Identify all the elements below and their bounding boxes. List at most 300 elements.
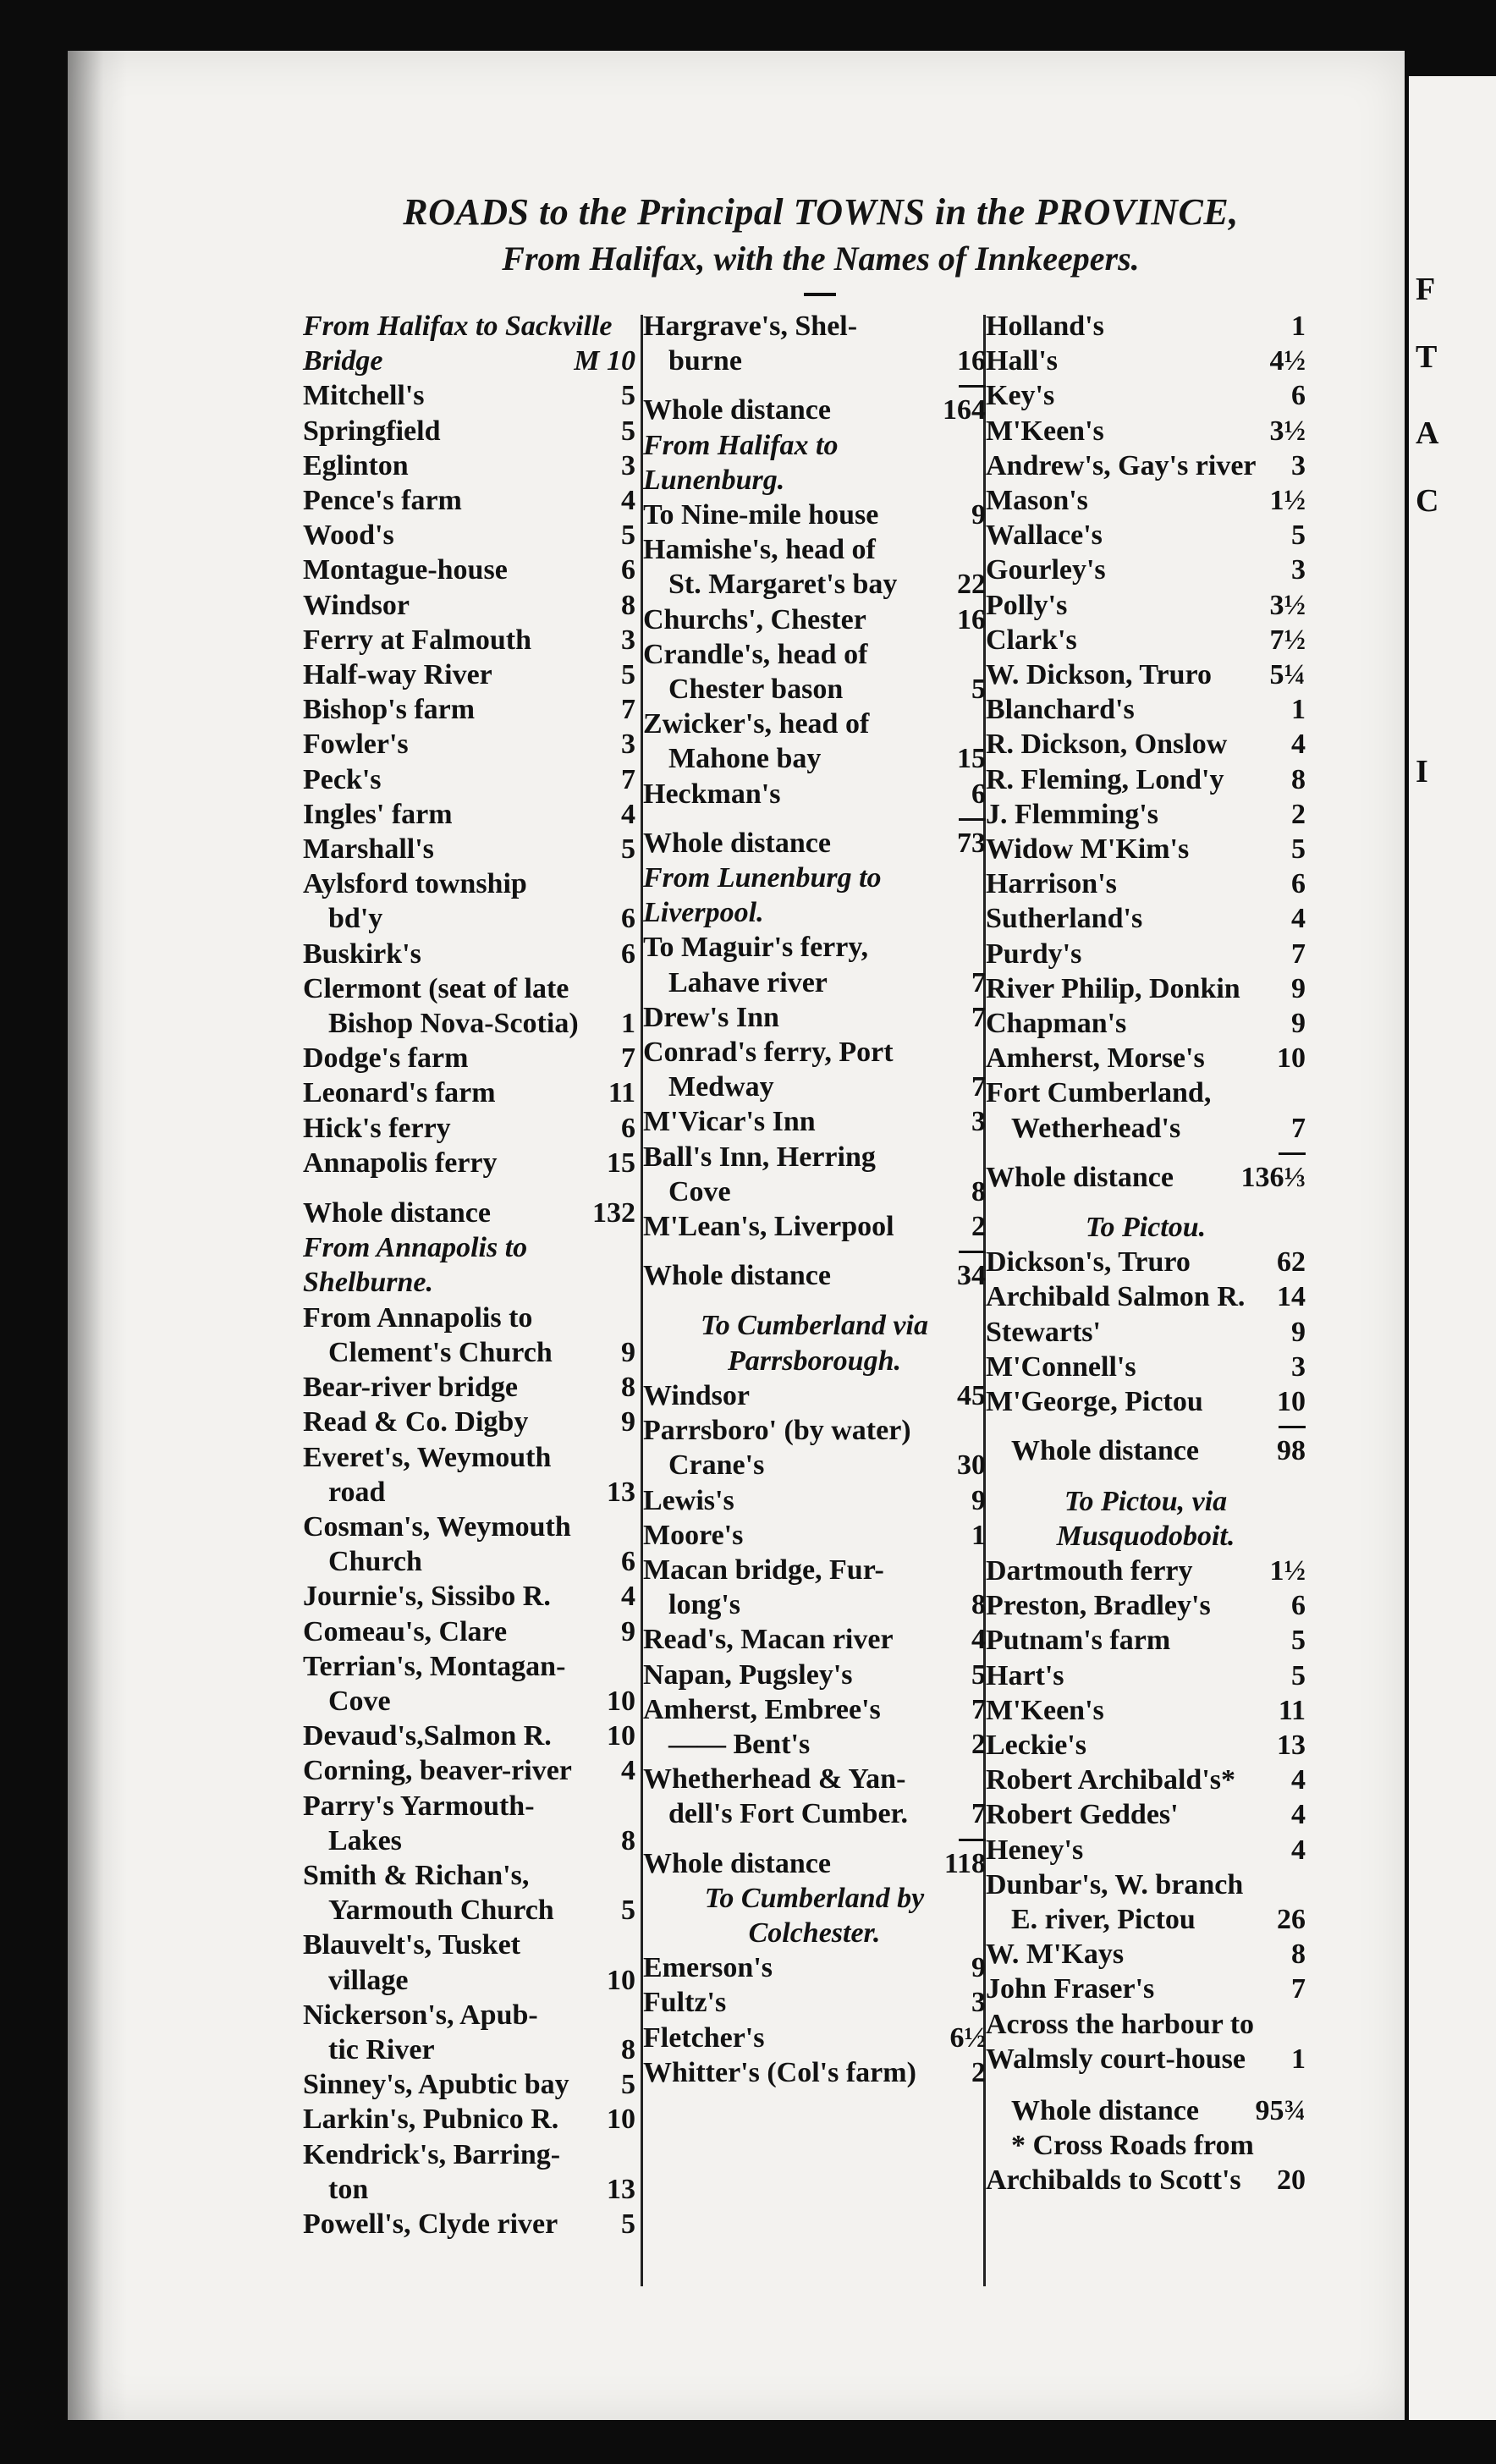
distance-miles: 5: [971, 1658, 986, 1691]
route-entry: [986, 1433, 1306, 1468]
distance-miles: 15: [957, 743, 986, 775]
place-name: Windsor: [303, 589, 410, 621]
place-name: Dunbar's, W. branch: [986, 1868, 1244, 1900]
place-name: Blanchard's: [986, 694, 1135, 726]
distance-miles: 5: [621, 380, 635, 412]
route-entry: [986, 378, 1306, 413]
place-name: Yarmouth Church: [328, 1895, 554, 1927]
distance-miles: 13: [607, 1476, 635, 1508]
place-name: Parry's Yarmouth-: [303, 1790, 535, 1822]
route-entry: [643, 1413, 986, 1448]
distance-miles: 73: [957, 827, 986, 859]
distance-miles: 4½: [1269, 345, 1306, 377]
page-subtitle: From Halifax, with the Names of Innkeepers.: [502, 239, 1140, 278]
route-entry: [303, 937, 635, 971]
place-name: Whole distance: [986, 1161, 1174, 1193]
distance-miles: 5: [621, 2069, 635, 2101]
place-name: Whole distance: [1011, 2094, 1199, 2126]
route-heading: [643, 861, 986, 930]
distance-miles: 9: [621, 1406, 635, 1438]
distance-miles: 9: [1291, 1008, 1306, 1040]
place-name: Everet's, Weymouth: [303, 1441, 552, 1473]
distance-miles: 8: [621, 1824, 635, 1856]
route-entry: [986, 1693, 1306, 1728]
distance-miles: 5: [621, 2208, 635, 2240]
route-entry: [986, 1623, 1306, 1658]
distance-miles: 9: [971, 499, 986, 531]
distance-miles: 6: [621, 903, 635, 935]
place-name: Mahone bay: [668, 743, 822, 775]
route-entry: [643, 1622, 986, 1657]
distance-miles: 6: [1291, 380, 1306, 412]
place-name: From Annapolis to: [303, 1301, 533, 1334]
distance-miles: 3: [1291, 449, 1306, 481]
distance-miles: 9: [1291, 972, 1306, 1004]
route-entry: [986, 797, 1306, 832]
distance-miles: 1: [1291, 694, 1306, 726]
route-entry: [986, 762, 1306, 797]
route-entry: [986, 1006, 1306, 1041]
route-entry: [986, 1315, 1306, 1350]
route-entry: [303, 378, 635, 413]
place-name: Pence's farm: [303, 485, 462, 517]
distance-miles: 2: [1291, 798, 1306, 830]
place-name: Lewis's: [643, 1484, 734, 1516]
route-entry: [986, 2093, 1306, 2128]
place-name: Dartmouth ferry: [986, 1554, 1193, 1587]
route-entry: [986, 2042, 1306, 2076]
place-name: M'George, Pictou: [986, 1386, 1203, 1418]
route-entry: [643, 1000, 986, 1035]
page-header: [300, 190, 1341, 278]
route-entry: [986, 588, 1306, 623]
place-name: Read & Co. Digby: [303, 1406, 529, 1438]
route-entry: [303, 1789, 635, 1823]
distance-miles: 5: [621, 833, 635, 866]
route-entry: [303, 727, 635, 762]
distance-miles: 8: [1291, 763, 1306, 795]
route-entry: [986, 1902, 1306, 1937]
route-entry: [643, 1587, 986, 1622]
distance-miles: 4: [621, 798, 635, 830]
distance-miles: 6: [971, 778, 986, 810]
route-entry: [643, 1140, 986, 1174]
route-entry: [643, 567, 986, 602]
place-name: Wetherhead's: [1011, 1112, 1181, 1144]
route-heading: [643, 428, 986, 498]
route-entry: [986, 901, 1306, 936]
place-name: Terrian's, Montagan-: [303, 1650, 566, 1682]
route-column-2: [643, 309, 986, 2090]
place-name: Whole distance: [303, 1197, 491, 1229]
route-entry: [986, 1160, 1306, 1195]
route-entry: [643, 1553, 986, 1587]
distance-miles: 95¾: [1255, 2094, 1306, 2126]
route-entry: [303, 1823, 635, 1858]
distance-miles: 6: [621, 554, 635, 586]
place-name: Moore's: [643, 1519, 744, 1551]
route-entry: [643, 1727, 986, 1762]
route-heading: [303, 1230, 635, 1300]
route-entry: [303, 1370, 635, 1405]
distance-miles: 3: [971, 1106, 986, 1138]
distance-miles: 6: [621, 1546, 635, 1578]
place-name: Chapman's: [986, 1008, 1127, 1040]
place-name: Mitchell's: [303, 380, 425, 412]
distance-miles: 4: [1291, 1799, 1306, 1831]
distance-miles: 5: [971, 674, 986, 706]
place-name: Whitter's (Col's farm): [643, 2056, 916, 2088]
route-entry: [303, 448, 635, 483]
route-entry: [643, 532, 986, 567]
distance-miles: 10: [1277, 1386, 1306, 1418]
distance-miles: 9: [971, 1952, 986, 1984]
place-name: Parrsboro' (by water): [643, 1415, 911, 1447]
place-name: Polly's: [986, 589, 1068, 621]
distance-miles: 1: [971, 1519, 986, 1551]
route-entry: [643, 1658, 986, 1692]
page-title: ROADS to the Principal TOWNS in the PROVINCE,: [403, 191, 1239, 233]
route-entry: [986, 1279, 1306, 1314]
place-name: road: [328, 1476, 386, 1508]
section-rule: [959, 1251, 986, 1253]
place-name: Churchs', Chester: [643, 603, 866, 635]
distance-miles: 8: [1291, 1939, 1306, 1971]
distance-miles: 2: [971, 2056, 986, 2088]
place-name: Hick's ferry: [303, 1112, 451, 1144]
route-entry: [986, 344, 1306, 378]
route-entry: [643, 1762, 986, 1796]
place-name: Lakes: [328, 1824, 402, 1856]
route-entry: [303, 1893, 635, 1928]
distance-miles: 164: [943, 394, 986, 426]
distance-miles: 7: [971, 1001, 986, 1033]
place-name: Putnam's farm: [986, 1625, 1171, 1657]
route-entry: [303, 1111, 635, 1146]
route-entry: [986, 832, 1306, 866]
place-name: Holland's: [986, 311, 1104, 342]
distance-miles: 7½: [1269, 624, 1306, 656]
distance-miles: 4: [1291, 729, 1306, 761]
route-entry: [643, 672, 986, 707]
place-name: Sutherland's: [986, 903, 1143, 935]
place-name: Half-way River: [303, 659, 492, 691]
place-name: Wallace's: [986, 520, 1103, 552]
route-entry: [643, 1209, 986, 1244]
distance-miles: 11: [1278, 1694, 1306, 1726]
place-name: E. river, Pictou: [1011, 1903, 1196, 1935]
place-name: W. M'Kays: [986, 1939, 1125, 1971]
distance-miles: 62: [1277, 1246, 1306, 1279]
distance-miles: 7: [1291, 1973, 1306, 2005]
distance-miles: 7: [1291, 938, 1306, 970]
place-name: Clement's Church: [328, 1336, 553, 1368]
route-entry: [303, 866, 635, 901]
distance-miles: 30: [957, 1449, 986, 1482]
place-name: —— Bent's: [668, 1728, 811, 1760]
distance-miles: 4: [1291, 1834, 1306, 1866]
place-name: M'Keen's: [986, 1694, 1104, 1726]
route-entry: [303, 2172, 635, 2207]
place-name: Amherst, Embree's: [643, 1693, 881, 1725]
distance-miles: 6½: [949, 2021, 986, 2054]
distance-miles: 7: [621, 694, 635, 726]
place-name: To Nine-mile house: [643, 499, 879, 531]
route-entry: [986, 309, 1306, 344]
route-entry: [303, 2032, 635, 2067]
route-entry: [986, 937, 1306, 971]
route-entry: [643, 344, 986, 378]
page-gutter-shadow: [68, 51, 127, 2420]
route-entry: [643, 2055, 986, 2090]
distance-miles: 13: [607, 2173, 635, 2205]
route-entry: [303, 518, 635, 553]
route-heading-text: To Pictou.: [1085, 1212, 1207, 1244]
place-name: Powell's, Clyde river: [303, 2208, 558, 2240]
route-entry: [303, 1006, 635, 1041]
distance-miles: 8: [621, 589, 635, 621]
distance-miles: 5: [621, 659, 635, 691]
distance-miles: 9: [621, 1615, 635, 1647]
route-entry: [986, 727, 1306, 762]
distance-miles: 1: [1291, 2043, 1306, 2075]
distance-miles: 3½: [1269, 589, 1306, 621]
distance-miles: 7: [621, 1042, 635, 1075]
place-name: Church: [328, 1546, 422, 1578]
place-name: Clermont (seat of late: [303, 972, 569, 1004]
route-entry: [303, 1041, 635, 1075]
distance-miles: 7: [971, 966, 986, 998]
place-name: bd'y: [328, 903, 383, 935]
place-name: Comeau's, Clare: [303, 1615, 508, 1647]
distance-miles: 7: [971, 1693, 986, 1725]
distance-miles: 132: [592, 1197, 635, 1229]
route-heading-text: From Lunenburg to Liverpool.: [643, 862, 882, 929]
place-name: ton: [328, 2173, 369, 2205]
route-entry: [303, 1579, 635, 1614]
distance-miles: 5: [621, 1895, 635, 1927]
route-entry: [986, 1041, 1306, 1075]
route-entry: [303, 1301, 635, 1335]
distance-miles: 1: [621, 1008, 635, 1040]
place-name: J. Flemming's: [986, 798, 1158, 830]
neighbor-letter: T: [1416, 339, 1438, 375]
route-entry: [986, 1833, 1306, 1867]
place-name: Wood's: [303, 520, 394, 552]
route-entry: [986, 1588, 1306, 1623]
route-entry: [986, 1763, 1306, 1797]
route-entry: [303, 762, 635, 797]
route-entry: [643, 1104, 986, 1139]
distance-miles: 4: [621, 485, 635, 517]
distance-miles: 3: [621, 624, 635, 656]
route-entry: [986, 1728, 1306, 1763]
route-entry: [986, 1937, 1306, 1972]
route-entry: [643, 1448, 986, 1482]
route-entry: [986, 2163, 1306, 2197]
distance-miles: 5: [1291, 1625, 1306, 1657]
route-entry: [303, 1075, 635, 1110]
place-name: Journie's, Sissibo R.: [303, 1581, 551, 1613]
place-name: burne: [668, 345, 742, 377]
distance-miles: 10: [607, 1720, 635, 1752]
route-entry: [643, 1796, 986, 1831]
route-entry: [986, 1384, 1306, 1419]
place-name: Walmsly court-house: [986, 2043, 1246, 2075]
place-name: Ferry at Falmouth: [303, 624, 532, 656]
route-entry: [303, 1475, 635, 1510]
route-entry: [303, 2102, 635, 2137]
place-name: Cove: [328, 1685, 391, 1717]
route-entry: [986, 866, 1306, 901]
place-name: Annapolis ferry: [303, 1147, 498, 1179]
route-entry: [986, 1350, 1306, 1384]
place-name: Hart's: [986, 1659, 1064, 1691]
place-name: Macan bridge, Fur-: [643, 1554, 884, 1586]
route-entry: [643, 1258, 986, 1293]
route-entry: [986, 518, 1306, 553]
adjacent-page-edge: [1409, 76, 1496, 2420]
place-name: Eglinton: [303, 449, 409, 481]
route-entry: [643, 1985, 986, 2020]
place-name: Crane's: [668, 1449, 765, 1482]
distance-miles: 14: [1277, 1281, 1306, 1313]
place-name: Drew's Inn: [643, 1001, 779, 1033]
distance-miles: 34: [957, 1260, 986, 1292]
place-name: Heney's: [986, 1834, 1084, 1866]
route-entry: [303, 1335, 635, 1370]
route-entry: [303, 2067, 635, 2102]
place-name: Preston, Bradley's: [986, 1590, 1211, 1622]
route-heading: [643, 1881, 986, 1950]
distance-miles: 3: [971, 1987, 986, 2019]
place-name: Nickerson's, Apub-: [303, 1999, 538, 2031]
distance-miles: 4: [1291, 903, 1306, 935]
route-heading: [986, 1210, 1306, 1245]
route-entry: [643, 1483, 986, 1518]
distance-miles: 3½: [1269, 415, 1306, 447]
distance-miles: 11: [608, 1077, 635, 1109]
place-name: M'Keen's: [986, 415, 1104, 447]
distance-miles: 5¼: [1269, 659, 1306, 691]
distance-miles: 5: [1291, 1659, 1306, 1691]
route-entry: [303, 1998, 635, 2032]
distance-miles: 3: [621, 729, 635, 761]
route-heading-text: From Annapolis to Shelburne.: [303, 1232, 528, 1299]
place-name: Ball's Inn, Herring: [643, 1141, 876, 1173]
route-entry: [303, 1963, 635, 1998]
place-name: Fletcher's: [643, 2021, 765, 2054]
distance-miles: 7: [971, 1798, 986, 1830]
place-name: Gourley's: [986, 554, 1106, 586]
route-entry: [303, 1440, 635, 1475]
route-entry: [986, 414, 1306, 448]
route-entry: [986, 1554, 1306, 1588]
route-entry: [643, 741, 986, 776]
distance-miles: 10: [607, 1685, 635, 1717]
place-name: Larkin's, Pubnico R.: [303, 2104, 559, 2136]
place-name: Blauvelt's, Tusket: [303, 1929, 520, 1961]
place-name: Across the harbour to: [986, 2008, 1255, 2040]
place-name: Zwicker's, head of: [643, 708, 870, 740]
distance-miles: 5: [621, 520, 635, 552]
place-name: M'Lean's, Liverpool: [643, 1211, 894, 1243]
distance-miles: 10: [1277, 1042, 1306, 1075]
route-entry: [303, 1928, 635, 1962]
place-name: Clark's: [986, 624, 1077, 656]
distance-miles: 1½: [1269, 1554, 1306, 1587]
place-name: village: [328, 1964, 409, 1996]
place-name: Smith & Richan's,: [303, 1859, 530, 1891]
neighbor-letter: F: [1416, 272, 1436, 307]
distance-miles: 45: [957, 1379, 986, 1411]
distance-miles: 7: [971, 1071, 986, 1103]
distance-miles: 9: [1291, 1316, 1306, 1348]
route-entry: [986, 2007, 1306, 2042]
place-name: Archibalds to Scott's: [986, 2164, 1241, 2197]
place-name: Lahave river: [668, 966, 828, 998]
distance-miles: 118: [943, 1847, 986, 1879]
neighbor-letter: C: [1416, 483, 1439, 519]
route-entry: [986, 2128, 1306, 2163]
place-name: tic River: [328, 2033, 435, 2065]
distance-miles: 6: [621, 1112, 635, 1144]
route-heading-text: From Halifax to Lunenburg.: [643, 429, 839, 496]
route-entry: [303, 1196, 635, 1230]
section-rule: [959, 1839, 986, 1841]
route-entry: [303, 832, 635, 866]
place-name: Hargrave's, Shel-: [643, 311, 858, 342]
distance-miles: 136⅓: [1240, 1161, 1306, 1193]
route-column-1: [303, 309, 635, 2241]
place-name: Montague-house: [303, 554, 508, 586]
distance-miles: 3: [621, 449, 635, 481]
place-name: Robert Geddes': [986, 1799, 1179, 1831]
route-entry: [303, 797, 635, 832]
distance-miles: 7: [621, 763, 635, 795]
place-name: River Philip, Donkin: [986, 972, 1240, 1004]
route-entry: [986, 1797, 1306, 1832]
place-name: Devaud's,Salmon R.: [303, 1720, 552, 1752]
section-rule: [959, 818, 986, 821]
place-name: Conrad's ferry, Port: [643, 1037, 894, 1069]
route-entry: [303, 901, 635, 936]
place-name: Windsor: [643, 1379, 750, 1411]
route-entry: [303, 1510, 635, 1544]
place-name: Stewarts': [986, 1316, 1101, 1348]
place-name: Marshall's: [303, 833, 434, 866]
route-entry: [643, 930, 986, 965]
place-name: Chester bason: [668, 674, 844, 706]
route-heading-text: From Halifax to Sackville Bridge: [303, 311, 613, 377]
distance-miles: 4: [1291, 1764, 1306, 1796]
route-entry: [643, 393, 986, 427]
route-entry: [986, 448, 1306, 483]
place-name: Purdy's: [986, 938, 1082, 970]
place-name: Bear-river bridge: [303, 1372, 518, 1404]
place-name: Corning, beaver-river: [303, 1755, 572, 1787]
place-name: St. Margaret's bay: [668, 569, 898, 601]
place-name: R. Dickson, Onslow: [986, 729, 1228, 761]
distance-miles: 98: [1277, 1435, 1306, 1467]
route-entry: [986, 1245, 1306, 1279]
route-entry: [643, 1174, 986, 1209]
distance-miles: 9: [621, 1336, 635, 1368]
place-name: Whole distance: [643, 394, 831, 426]
neighbor-letter: A: [1416, 415, 1439, 451]
place-name: Aylsford township: [303, 868, 527, 900]
route-heading-text: To Cumberland via Parrsborough.: [701, 1310, 928, 1377]
